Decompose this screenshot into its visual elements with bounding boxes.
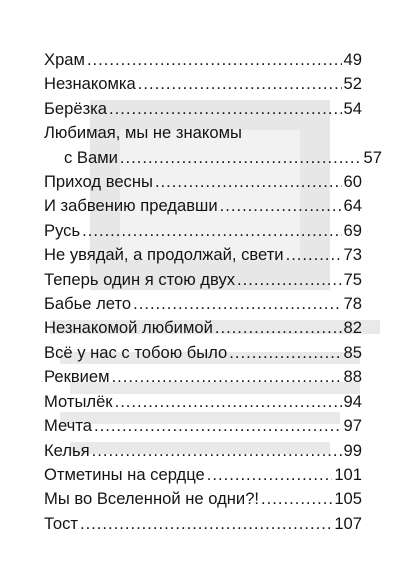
toc-entry-title: Берёзка <box>44 98 108 118</box>
dot-leader <box>92 439 342 463</box>
dot-leader <box>229 341 341 365</box>
dot-leader <box>220 194 342 218</box>
dot-leader <box>82 219 341 243</box>
toc-entry[interactable] <box>44 487 362 511</box>
toc-entry-page: 69 <box>343 220 362 240</box>
toc-entry-page: 101 <box>334 464 362 484</box>
toc-entry-title: Мечта <box>44 416 92 436</box>
toc-entry[interactable] <box>44 365 362 389</box>
toc-entry-title: Незнакомка <box>44 74 136 94</box>
dot-leader <box>138 72 342 96</box>
toc-entry-title: Теперь один я стою двух <box>44 269 236 289</box>
dot-leader <box>207 463 333 487</box>
toc-entry[interactable] <box>44 439 362 463</box>
toc-entry[interactable] <box>44 341 362 365</box>
toc-entry-title: Мы во Вселенной не одни?! <box>44 489 260 509</box>
toc-entry-title: Бабье лето <box>44 294 132 314</box>
dot-leader <box>115 390 342 414</box>
toc-entry[interactable] <box>44 219 362 243</box>
toc-entry-page: 82 <box>343 318 362 338</box>
toc-entry-page: 57 <box>363 147 382 167</box>
toc-entry-page: 60 <box>343 172 362 192</box>
toc-entry[interactable] <box>44 243 362 267</box>
dot-leader <box>80 512 332 536</box>
toc-entry[interactable] <box>44 316 362 340</box>
toc-entry-title: Келья <box>44 440 90 460</box>
toc-entry-page: 105 <box>334 489 362 509</box>
dot-leader <box>237 268 341 292</box>
toc-entry[interactable] <box>44 463 362 487</box>
toc-entry[interactable] <box>44 121 382 170</box>
dot-leader <box>87 48 342 72</box>
toc-entry-title: Мотылёк <box>44 391 113 411</box>
toc-entry-page: 64 <box>343 196 362 216</box>
toc-entry-title: Не увядай, а продолжай, свети <box>44 245 284 265</box>
toc-entry-page: 73 <box>343 245 362 265</box>
toc-entry-page: 49 <box>343 50 362 69</box>
toc-entry[interactable] <box>44 170 362 194</box>
toc-entry[interactable] <box>44 292 362 316</box>
toc-entry-page: 99 <box>343 440 362 460</box>
toc-entry[interactable] <box>44 194 362 218</box>
toc-entry[interactable] <box>44 390 362 414</box>
dot-leader <box>155 170 342 194</box>
toc-entry-page: 107 <box>334 513 362 533</box>
toc-entry-title-continuation: с Вами <box>64 147 118 167</box>
toc-entry-title: Реквием <box>44 367 110 387</box>
toc-entry-page: 75 <box>343 269 362 289</box>
toc-entry-title: Всё у нас с тобою было <box>44 342 228 362</box>
toc-entry-page: 54 <box>343 98 362 118</box>
toc-entry-title: Отметины на сердце <box>44 464 205 484</box>
toc-entry[interactable] <box>44 48 362 72</box>
toc-entry-page: 88 <box>343 367 362 387</box>
toc-entry-title: Приход весны <box>44 172 153 192</box>
toc-entry-title: Незнакомой любимой <box>44 318 213 338</box>
dot-leader <box>120 146 362 170</box>
toc-entry[interactable] <box>44 414 362 438</box>
toc-entry[interactable] <box>44 268 362 292</box>
dot-leader <box>286 243 342 267</box>
toc-entry-page: 78 <box>343 294 362 314</box>
toc-entry-title: Храм <box>44 50 85 69</box>
toc-entry-page: 94 <box>343 391 362 411</box>
toc-entry[interactable] <box>44 512 362 536</box>
toc-entry-title: Любимая, мы не знакомы <box>44 123 242 143</box>
toc-entry-page: 85 <box>343 342 362 362</box>
toc-entry-title: Русь <box>44 220 81 240</box>
dot-leader <box>133 292 341 316</box>
dot-leader <box>112 365 342 389</box>
toc-entry-page: 97 <box>343 416 362 436</box>
toc-entry-page: 52 <box>343 74 362 94</box>
toc-entry-title: Тост <box>44 513 78 533</box>
toc-entry[interactable] <box>44 97 362 121</box>
table-of-contents <box>44 48 382 536</box>
toc-entry-title: И забвению предавши <box>44 196 218 216</box>
toc-entry[interactable] <box>44 72 362 96</box>
dot-leader <box>215 316 342 340</box>
dot-leader <box>109 97 341 121</box>
dot-leader <box>261 487 332 511</box>
dot-leader <box>94 414 342 438</box>
